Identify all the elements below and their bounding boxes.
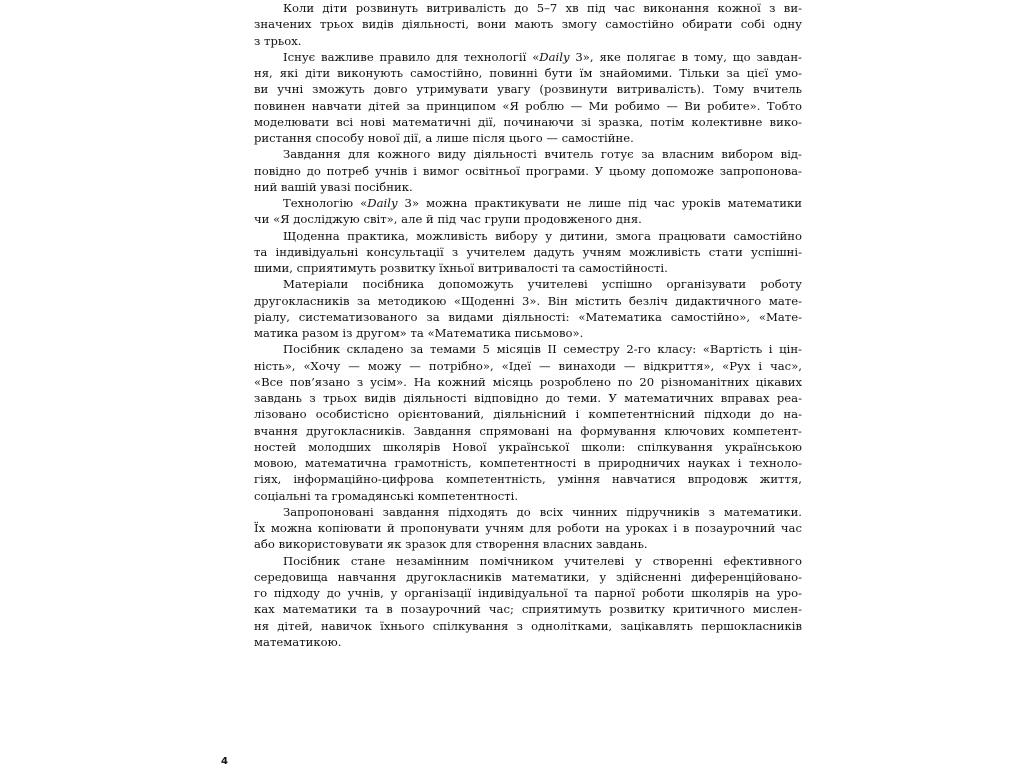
- text-line: «Все пов’язано з усім». На кожний місяць розроблено по 20 різноманітних цікавих: [254, 374, 802, 389]
- text-line: повідно до потреб учнів і вимог освітньої програми. У цьому допоможе запропонова-: [254, 163, 802, 178]
- text-line: Посібник стане незамінним помічником учителеві у створенні ефективного: [283, 553, 802, 568]
- paragraph: [254, 504, 802, 553]
- text-line: вчання другокласників. Завдання спрямовані на формування ключових компетент-: [254, 423, 802, 438]
- text-line: Щоденна практика, можливість вибору у дитини, змога працювати самостійно: [283, 228, 802, 243]
- paragraph: [254, 341, 802, 504]
- text-line: другокласників за методикою «Щоденні 3». Він містить безліч дидактичного мате-: [254, 293, 802, 308]
- text-line: Завдання для кожного виду діяльності вчитель готує за власним вибором від-: [283, 147, 802, 162]
- text-line: завдань з трьох видів діяльності відповідно до теми. У математичних вправах реа-: [254, 391, 802, 405]
- text-line: Технологію «Daily 3» можна практикувати не лише під час уроків математики: [283, 196, 802, 210]
- text-line: го підходу до учнів, у організації індивідуальної та парної роботи школярів на уро-: [254, 586, 802, 600]
- text-line: шими, сприятимуть розвитку їхньої витривалості та самостійності.: [254, 261, 668, 275]
- text-line: з трьох.: [254, 33, 302, 48]
- text-line: ках математики та в позаурочний час; сприятимуть розвитку критичного мислен-: [254, 602, 802, 617]
- text-line: лізовано особистісно орієнтований, діяльнісний і компетентнісний підходи до на-: [254, 407, 802, 422]
- text-line: або використовувати як зразок для створення власних завдань.: [254, 537, 648, 552]
- text-line: Запропоновані завдання підходять до всіх чинних підручників з математики.: [283, 504, 802, 519]
- text-line: ріалу, систематизованого за видами діяльності: «Математика самостійно», «Мате-: [254, 309, 802, 324]
- paragraph: [254, 276, 802, 341]
- text-line: математикою.: [254, 634, 342, 649]
- text-line: ність», «Хочу — можу — потрібно», «Ідеї — винаходи — відкриття», «Рух і час»,: [254, 358, 802, 373]
- text-line: Існує важливе правило для технології «Daily 3», яке полягає в тому, що завдан-: [283, 49, 802, 64]
- text-line: ня дітей, навичок їхнього спілкування з однолітками, зацікавлять першокласників: [254, 618, 802, 633]
- paragraph: [254, 553, 802, 651]
- text-line: ви учні зможуть довго утримувати увагу (розвинути витривалість). Тому вчитель: [254, 82, 802, 97]
- text-line: значених трьох видів діяльності, вони мають змогу самостійно обирати собі одну: [254, 17, 802, 32]
- text-line: ний вашій увазі посібник.: [254, 179, 413, 194]
- text-line: матика разом із другом» та «Математика письмово».: [254, 326, 584, 340]
- text-line: ня, які діти виконують самостійно, повинні бути їм знайомими. Тільки за цієї умо-: [254, 66, 802, 80]
- text-line: середовища навчання другокласників математики, у здійсненні диференційовано-: [254, 569, 802, 584]
- text-line: Матеріали посібника допоможуть учителеві успішно організувати роботу: [283, 277, 802, 292]
- paragraph: [254, 228, 802, 277]
- text-line: чи «Я досліджую світ», але й під час групи продовженого дня.: [254, 212, 642, 227]
- body-text: [254, 0, 802, 650]
- text-line: мовою, математична грамотність, компетентності в природничих науках і техноло-: [254, 456, 802, 470]
- paragraph: [254, 49, 802, 147]
- text-line: гіях, інформаційно-цифрова компетентність, уміння навчатися впродовж життя,: [254, 472, 802, 487]
- paragraph: [254, 146, 802, 195]
- text-line: ристання способу нової дії, а лише після цього — самостійне.: [254, 131, 634, 145]
- page-number: 4: [221, 756, 228, 767]
- paragraph: [254, 195, 802, 228]
- text-line: Коли діти розвинуть витривалість до 5–7 хв під час виконання кожної з ви-: [283, 1, 802, 15]
- text-line: моделювати всі нові математичні дії, починаючи зі зразка, потім колективне вико-: [254, 114, 802, 129]
- text-line: соціальні та громадянські компетентності.: [254, 488, 519, 503]
- text-line: повинен навчати дітей за принципом «Я роблю — Ми робимо — Ви робите». Тобто: [254, 98, 802, 113]
- text-line: та індивідуальні консультації з учителем дадуть учням можливість стати успішні-: [254, 244, 802, 259]
- text-line: ностей молодших школярів Нової української школи: спілкування українською: [254, 439, 802, 454]
- paragraph: [254, 0, 802, 49]
- text-line: Посібник складено за темами 5 місяців II семестру 2-го класу: «Вартість і цін-: [283, 342, 802, 357]
- text-line: Їх можна копіювати й пропонувати учням для роботи на уроках і в позаурочний час: [254, 521, 802, 535]
